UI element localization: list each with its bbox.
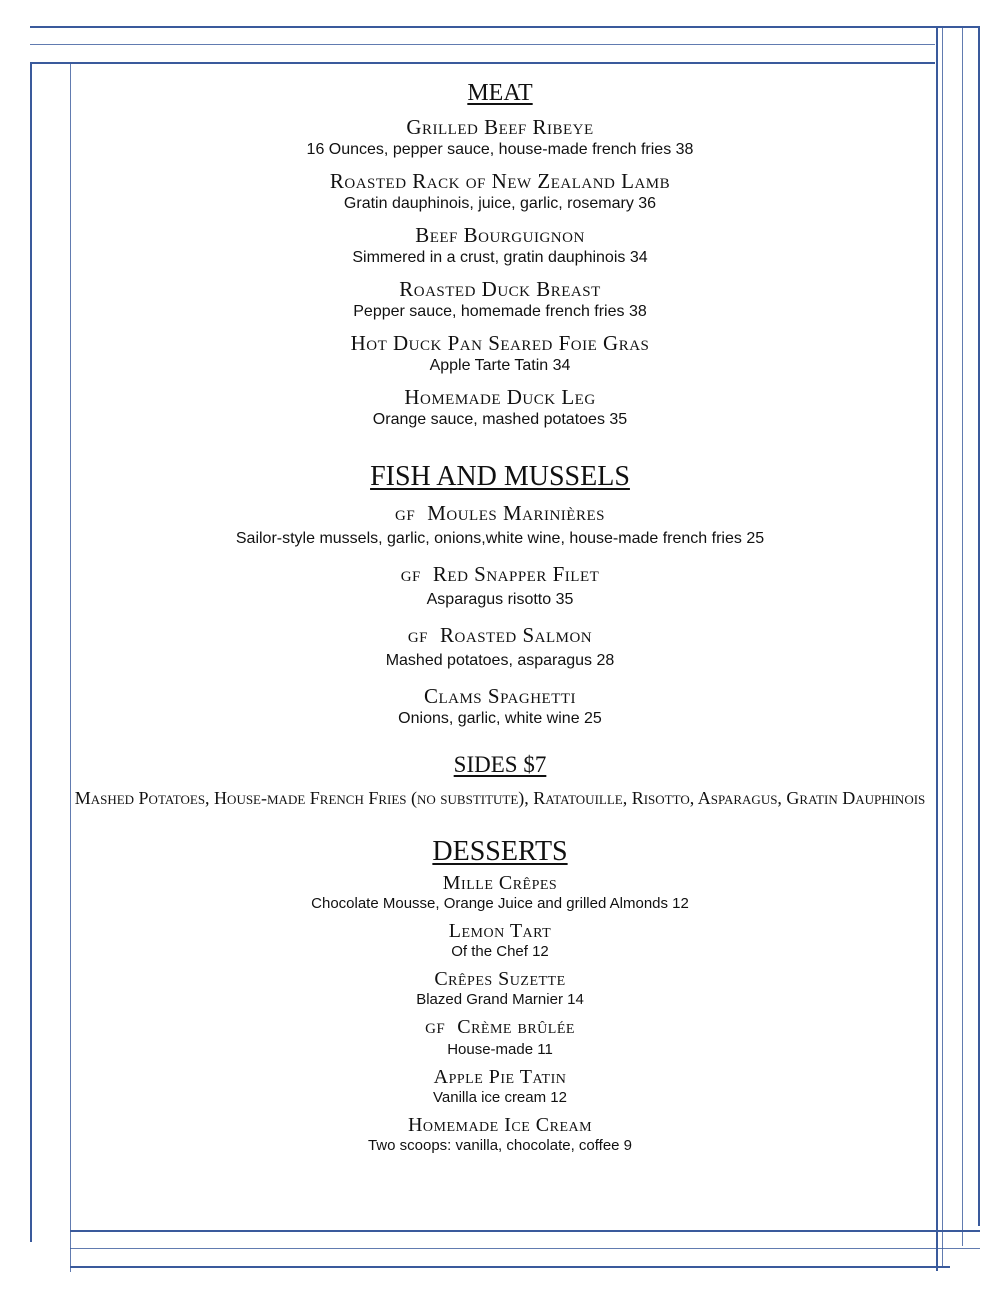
menu-item-name-line bbox=[70, 920, 930, 942]
meat-item bbox=[70, 331, 930, 377]
menu-item-name-line bbox=[70, 501, 930, 528]
fish-list bbox=[70, 501, 930, 730]
menu-item-name: Apple Pie Tatin bbox=[433, 1066, 567, 1088]
sides-text: Mashed Potatoes, House-made French Fries (no substitute), Ratatouille, Risotto, Asparagus, Gratin Dauphinois bbox=[74, 788, 926, 808]
menu-item-description: Blazed Grand Marnier 14 bbox=[416, 991, 584, 1008]
frame-left-line bbox=[30, 62, 32, 1242]
gluten-free-badge: GF bbox=[407, 630, 429, 646]
frame-bottom-line-inner bbox=[70, 1248, 980, 1249]
menu-item-name: Homemade Duck Leg bbox=[404, 385, 596, 409]
fish-item bbox=[70, 501, 930, 550]
menu-item-name-line bbox=[70, 872, 930, 894]
dessert-item bbox=[70, 920, 930, 962]
dessert-item bbox=[70, 1066, 930, 1108]
menu-item-name: Red Snapper Filet bbox=[432, 562, 600, 586]
menu-item-description: Onions, garlic, white wine 25 bbox=[398, 710, 602, 727]
frame-right-line-inner bbox=[942, 26, 943, 1266]
frame-bottom-line-2 bbox=[70, 1266, 950, 1268]
fish-item bbox=[70, 684, 930, 730]
frame-top-line bbox=[30, 26, 980, 28]
frame-right-line-outer bbox=[962, 26, 963, 1246]
menu-page bbox=[70, 80, 930, 1162]
menu-item-name: Lemon Tart bbox=[448, 920, 552, 942]
menu-item-name: Hot Duck Pan Seared Foie Gras bbox=[350, 331, 650, 355]
menu-item-description: Vanilla ice cream 12 bbox=[433, 1089, 567, 1106]
menu-item-description: Apple Tarte Tatin 34 bbox=[429, 357, 571, 374]
frame-right-line-edge bbox=[978, 26, 980, 1226]
menu-item-description: Two scoops: vanilla, chocolate, coffee 9 bbox=[367, 1137, 633, 1154]
gluten-free-badge: GF bbox=[400, 569, 421, 585]
menu-item-name: Roasted Salmon bbox=[440, 623, 593, 647]
frame-bottom-line bbox=[70, 1230, 980, 1232]
section-title-desserts: DESSERTS bbox=[432, 836, 568, 867]
gluten-free-badge: GF bbox=[425, 1021, 446, 1037]
menu-item-description: Of the Chef 12 bbox=[451, 943, 549, 960]
frame-top-line-inner bbox=[30, 44, 935, 45]
dessert-item bbox=[70, 872, 930, 914]
menu-item-name: Roasted Duck Breast bbox=[399, 277, 601, 301]
section-title-meat: MEAT bbox=[467, 80, 533, 106]
dessert-item bbox=[70, 1114, 930, 1156]
frame-top-line-2 bbox=[30, 62, 935, 64]
meat-item bbox=[70, 385, 930, 431]
fish-item bbox=[70, 623, 930, 672]
meat-item bbox=[70, 223, 930, 269]
menu-item-name-line bbox=[70, 623, 930, 650]
menu-item-name: Mille Crêpes bbox=[442, 872, 558, 894]
menu-item-description: 16 Ounces, pepper sauce, house-made french fries 38 bbox=[306, 141, 694, 158]
menu-item-description: Sailor-style mussels, garlic, onions,white wine, house-made french fries 25 bbox=[235, 530, 765, 547]
menu-item-name-line bbox=[70, 277, 930, 301]
menu-item-name-line bbox=[70, 385, 930, 409]
menu-item-name-line bbox=[70, 331, 930, 355]
menu-item-name: Crêpes Suzette bbox=[434, 968, 566, 990]
menu-item-name-line bbox=[70, 223, 930, 247]
menu-item-name-line bbox=[70, 1114, 930, 1136]
menu-item-name-line bbox=[70, 169, 930, 193]
menu-item-name: Homemade Ice Cream bbox=[407, 1114, 593, 1136]
section-title-sides: SIDES $7 bbox=[453, 752, 547, 777]
dessert-list bbox=[70, 872, 930, 1156]
menu-item-name-line bbox=[70, 115, 930, 139]
dessert-item bbox=[70, 968, 930, 1010]
menu-item-description: Chocolate Mousse, Orange Juice and grilled Almonds 12 bbox=[311, 895, 689, 912]
meat-list bbox=[70, 115, 930, 431]
menu-item-name: Crème brûlée bbox=[457, 1016, 575, 1038]
menu-item-description: Gratin dauphinois, juice, garlic, rosemary 36 bbox=[343, 195, 657, 212]
menu-item-description: Pepper sauce, homemade french fries 38 bbox=[353, 303, 647, 320]
menu-item-name-line bbox=[70, 1016, 930, 1040]
menu-item-description: Simmered in a crust, gratin dauphinois 34 bbox=[352, 249, 648, 266]
menu-item-description: Asparagus risotto 35 bbox=[426, 591, 574, 608]
menu-item-name: Beef Bourguignon bbox=[415, 223, 585, 247]
menu-item-description: House-made 11 bbox=[447, 1041, 553, 1058]
menu-item-name-line bbox=[70, 562, 930, 589]
meat-item bbox=[70, 277, 930, 323]
menu-item-name: Moules Marinières bbox=[427, 501, 605, 525]
menu-item-name: Roasted Rack of New Zealand Lamb bbox=[329, 169, 671, 193]
section-title-fish: FISH AND MUSSELS bbox=[370, 461, 630, 492]
menu-item-name: Grilled Beef Ribeye bbox=[406, 115, 594, 139]
dessert-item bbox=[70, 1016, 930, 1060]
menu-item-name-line bbox=[70, 968, 930, 990]
frame-right-line bbox=[936, 26, 938, 1271]
fish-item bbox=[70, 562, 930, 611]
menu-item-description: Orange sauce, mashed potatoes 35 bbox=[372, 411, 628, 428]
menu-item-name-line bbox=[70, 1066, 930, 1088]
meat-item bbox=[70, 169, 930, 215]
gluten-free-badge: GF bbox=[395, 508, 416, 524]
meat-item bbox=[70, 115, 930, 161]
menu-item-description: Mashed potatoes, asparagus 28 bbox=[385, 652, 615, 669]
menu-item-name: Clams Spaghetti bbox=[423, 684, 577, 708]
menu-item-name-line bbox=[70, 684, 930, 708]
